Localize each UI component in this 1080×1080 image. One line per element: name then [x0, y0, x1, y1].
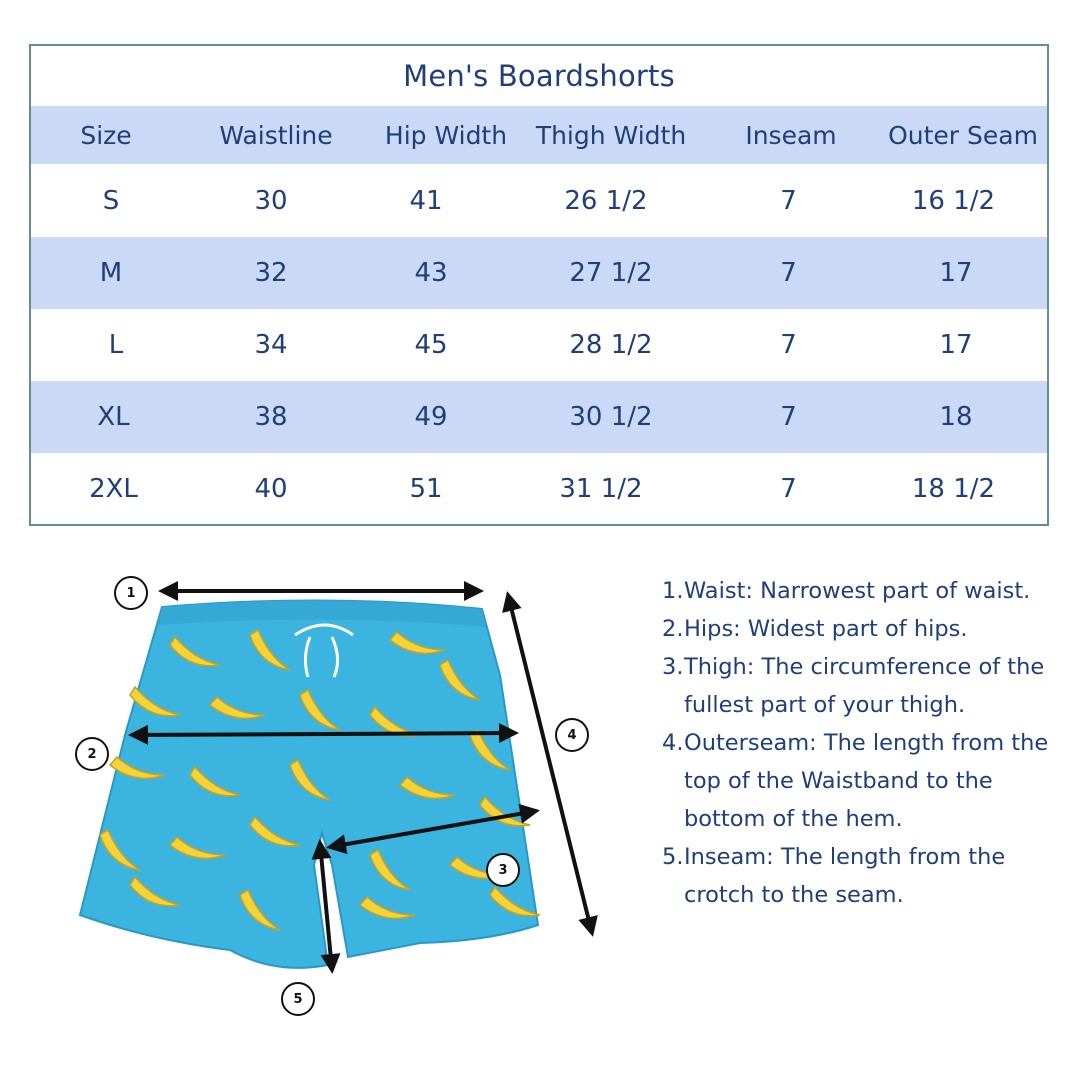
cell-outer-seam: 16 1/2	[911, 185, 996, 216]
legend-text: Hips: Widest part of hips.	[684, 616, 968, 642]
header-waistline: Waistline	[219, 120, 333, 150]
header-inseam: Inseam	[745, 120, 837, 150]
legend-item	[662, 610, 1062, 648]
cell-hip-width: 51	[409, 473, 443, 504]
cell-inseam: 7	[780, 402, 797, 432]
table-row	[31, 309, 1047, 381]
cell-waistline: 38	[254, 402, 288, 432]
legend-text: Waist: Narrowest part of waist.	[684, 578, 1031, 604]
marker-1: 1	[114, 576, 148, 610]
cell-thigh-width: 31 1/2	[559, 473, 643, 504]
cell-waistline: 30	[254, 185, 288, 216]
cell-size: M	[99, 258, 123, 288]
cell-thigh-width: 27 1/2	[569, 258, 653, 288]
cell-waistline: 34	[254, 330, 288, 360]
cell-size: XL	[97, 402, 130, 432]
hips-arrow	[132, 733, 515, 735]
table-row	[31, 164, 1047, 237]
size-chart-table	[29, 44, 1049, 526]
legend-number: 3.	[662, 654, 684, 680]
cell-outer-seam: 17	[939, 330, 973, 360]
table-row	[31, 237, 1047, 309]
legend-item	[662, 648, 1062, 724]
header-size: Size	[80, 120, 132, 150]
header-thigh-width: Thigh Width	[535, 120, 687, 150]
legend-number: 2.	[662, 616, 684, 642]
cell-hip-width: 45	[414, 330, 448, 360]
table-title: Men's Boardshorts	[403, 59, 675, 93]
cell-thigh-width: 28 1/2	[569, 330, 653, 360]
legend-number: 4.	[662, 730, 684, 756]
cell-inseam: 7	[780, 185, 797, 216]
cell-size: 2XL	[89, 473, 138, 504]
cell-thigh-width: 26 1/2	[564, 185, 648, 216]
shorts-measurement-diagram	[70, 565, 610, 1025]
cell-hip-width: 43	[414, 258, 448, 288]
marker-5: 5	[281, 982, 315, 1016]
legend-number: 5.	[662, 844, 684, 870]
table-header-row	[31, 106, 1047, 164]
cell-thigh-width: 30 1/2	[569, 402, 653, 432]
legend-text: Thigh: The circumference of the fullest part of your thigh.	[684, 654, 1045, 718]
cell-waistline: 40	[254, 473, 288, 504]
cell-size: L	[108, 330, 124, 360]
legend-item	[662, 724, 1062, 838]
table-row	[31, 381, 1047, 453]
cell-outer-seam: 17	[939, 258, 973, 288]
legend-text: Outerseam: The length from the top of the Waistband to the bottom of the hem.	[684, 730, 1049, 832]
marker-2: 2	[75, 737, 109, 771]
legend-text: Inseam: The length from the crotch to the seam.	[684, 844, 1006, 908]
cell-outer-seam: 18	[939, 402, 973, 432]
measurement-legend	[662, 572, 1062, 914]
cell-inseam: 7	[780, 258, 797, 288]
legend-number: 1.	[662, 578, 684, 604]
legend-item	[662, 838, 1062, 914]
header-outer-seam: Outer Seam	[888, 120, 1038, 150]
marker-4: 4	[555, 718, 589, 752]
cell-hip-width: 41	[409, 185, 443, 216]
cell-outer-seam: 18 1/2	[911, 473, 996, 504]
marker-3: 3	[486, 853, 520, 887]
cell-inseam: 7	[780, 473, 797, 504]
cell-waistline: 32	[254, 258, 288, 288]
boardshorts-illustration	[70, 565, 610, 1025]
cell-hip-width: 49	[414, 402, 448, 432]
header-hip-width: Hip Width	[384, 120, 508, 150]
table-row	[31, 453, 1047, 524]
legend-item	[662, 572, 1062, 610]
cell-inseam: 7	[780, 330, 797, 360]
cell-size: S	[102, 185, 120, 216]
